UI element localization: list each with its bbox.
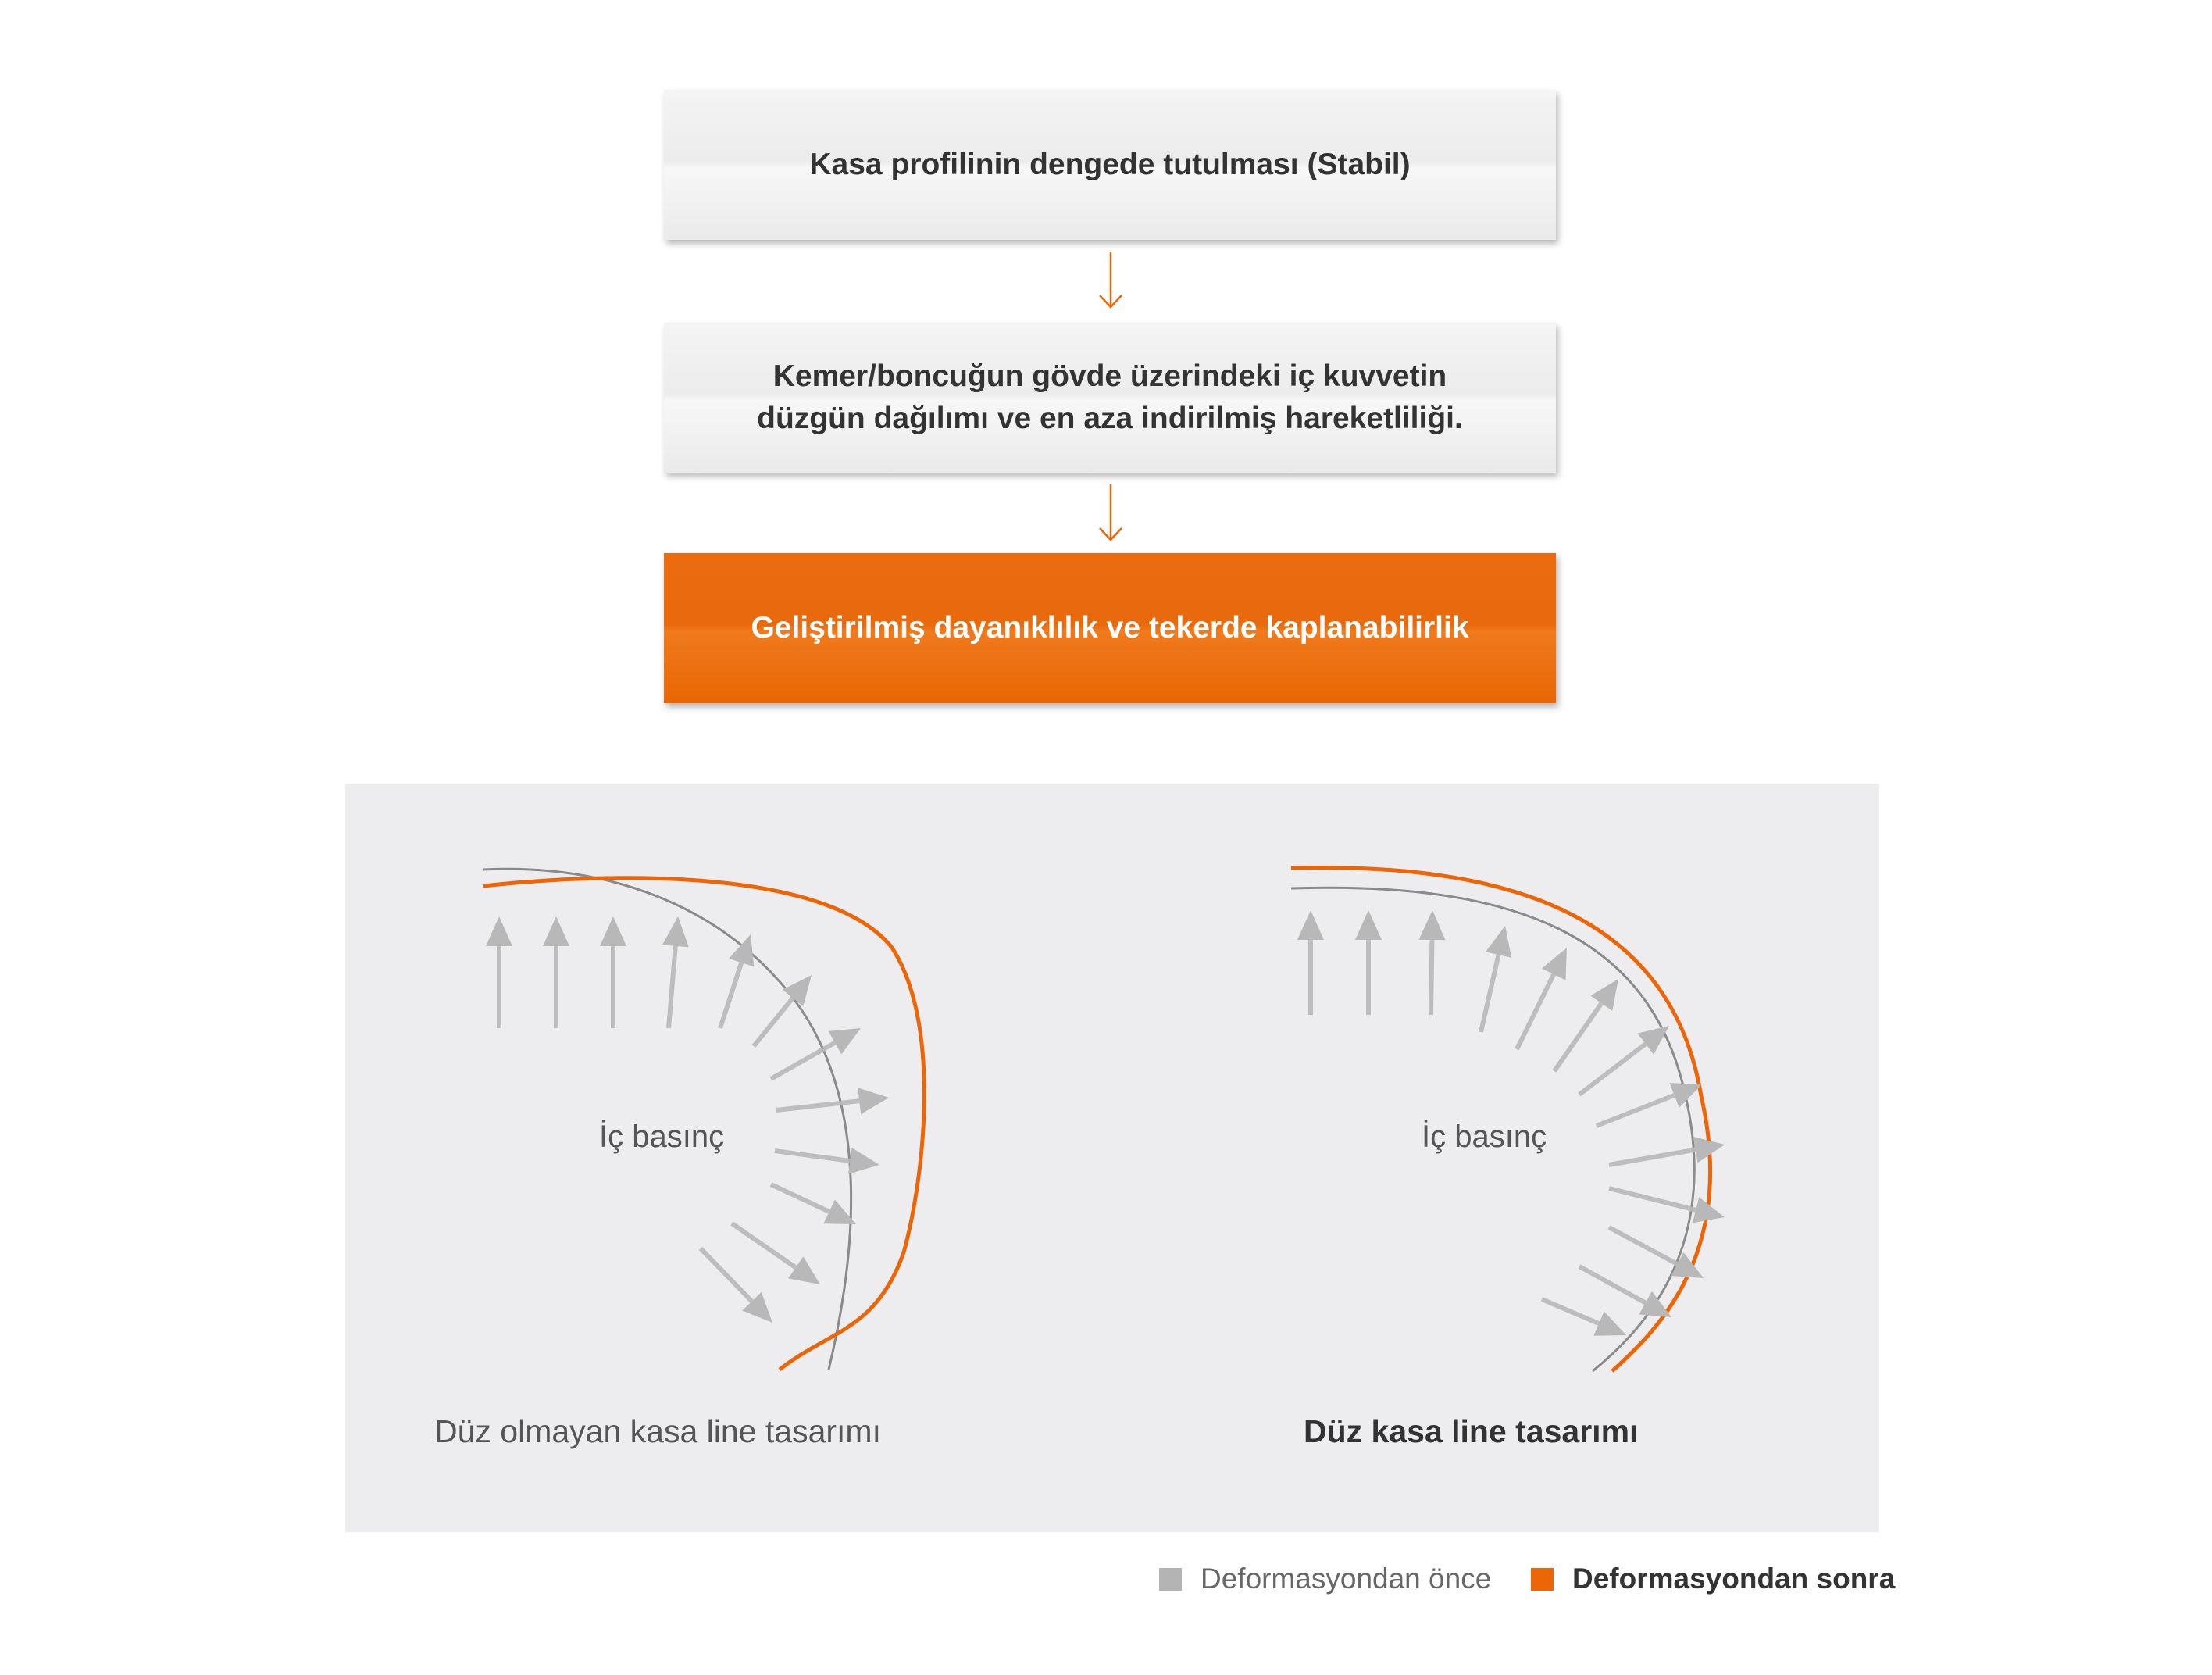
legend-swatch-gray	[1159, 1568, 1182, 1591]
arrow-icon	[776, 1088, 889, 1114]
arrow-shaft	[669, 946, 676, 1028]
arrow-shaft	[720, 962, 741, 1028]
arrow-icon	[720, 934, 754, 1028]
arrow-icon	[1297, 910, 1324, 1015]
legend-item-before	[1159, 1562, 1491, 1595]
legend-item-after	[1531, 1562, 1895, 1595]
arrow-shaft	[771, 1184, 830, 1212]
arrow-head	[858, 1088, 889, 1114]
arrow-shaft	[1517, 974, 1554, 1049]
arrow-icon	[1355, 910, 1382, 1015]
arrow-icon	[1481, 926, 1511, 1032]
arrow-shaft	[1554, 1003, 1601, 1071]
arrow-down-icon	[1095, 483, 1126, 545]
arrow-shaft	[776, 1101, 859, 1110]
arrow-shaft	[754, 998, 793, 1046]
arrow-icon	[1418, 910, 1445, 1015]
arrow-head	[1418, 910, 1445, 940]
left-caption: Düz olmayan kasa line tasarımı	[434, 1413, 881, 1449]
arrow-icon	[1579, 1026, 1669, 1095]
arrow-head	[662, 916, 689, 947]
arrow-icon	[1517, 948, 1567, 1049]
arrow-icon	[543, 916, 569, 1028]
arrow-shaft	[1579, 1044, 1646, 1095]
arrow-icon	[775, 1148, 879, 1174]
arrow-icon	[1609, 1188, 1725, 1223]
flow-step-1-text: Kasa profilinin dengede tutulması (Stabil)	[809, 148, 1411, 181]
right-caption: Düz kasa line tasarımı	[1304, 1413, 1639, 1449]
arrow-icon	[1554, 979, 1618, 1071]
legend-label-after: Deformasyondan sonra	[1572, 1562, 1896, 1595]
arrow-icon	[662, 916, 689, 1028]
flow-step-2	[664, 323, 1556, 473]
flow-step-2-line-1: Kemer/boncuğun gövde üzerindeki iç kuvvetin	[772, 359, 1447, 393]
arrow-icon	[1597, 1083, 1702, 1126]
flow-step-3-result	[664, 553, 1556, 703]
arrow-icon	[1579, 1266, 1671, 1317]
left-pressure-label: İç basınç	[599, 1120, 725, 1154]
arrow-icon	[1542, 1299, 1626, 1336]
arrow-icon	[732, 1223, 820, 1284]
arrow-head	[788, 1256, 820, 1284]
arrow-head	[1590, 979, 1618, 1011]
comparison-panel	[345, 784, 1879, 1532]
arrow-shaft	[771, 1043, 835, 1079]
arrow-shaft	[1431, 940, 1432, 1015]
arrow-head	[486, 916, 512, 946]
arrow-head	[600, 916, 626, 946]
arrow-head	[1486, 926, 1511, 958]
arrow-icon	[486, 916, 512, 1028]
arrow-head	[1297, 910, 1324, 940]
legend-swatch-orange	[1531, 1568, 1554, 1591]
arrow-shaft	[775, 1151, 850, 1161]
arrow-head	[1355, 910, 1382, 940]
arrow-shaft	[1597, 1095, 1675, 1126]
arrow-shaft	[1542, 1299, 1599, 1323]
arrow-head	[543, 916, 569, 946]
arrow-shaft	[1609, 1150, 1696, 1165]
arrow-icon	[771, 1184, 856, 1224]
arrow-icon	[1609, 1137, 1725, 1165]
arrow-down-icon	[1095, 250, 1126, 312]
flow-step-2-line-2: düzgün dağılımı ve en aza indirilmiş hareketliliği.	[757, 402, 1463, 435]
arrow-shaft	[1481, 955, 1499, 1032]
arrow-shaft	[1609, 1188, 1696, 1210]
arrow-head	[848, 1148, 879, 1174]
arrow-icon	[1609, 1227, 1704, 1278]
arrow-shaft	[701, 1248, 752, 1302]
flow-step-1	[664, 90, 1556, 240]
right-pressure-label: İç basınç	[1422, 1120, 1547, 1154]
arrow-head	[1637, 1026, 1669, 1055]
arrow-icon	[600, 916, 626, 1028]
arrow-shaft	[1609, 1227, 1678, 1264]
legend-label-before: Deformasyondan önce	[1201, 1562, 1492, 1595]
flow-step-3-text: Geliştirilmiş dayanıklılık ve tekerde kaplanabilirlik	[751, 611, 1469, 645]
arrow-shaft	[1579, 1266, 1646, 1303]
arrow-shaft	[732, 1223, 796, 1267]
arrow-head	[1669, 1083, 1702, 1108]
arrow-icon	[701, 1248, 772, 1323]
